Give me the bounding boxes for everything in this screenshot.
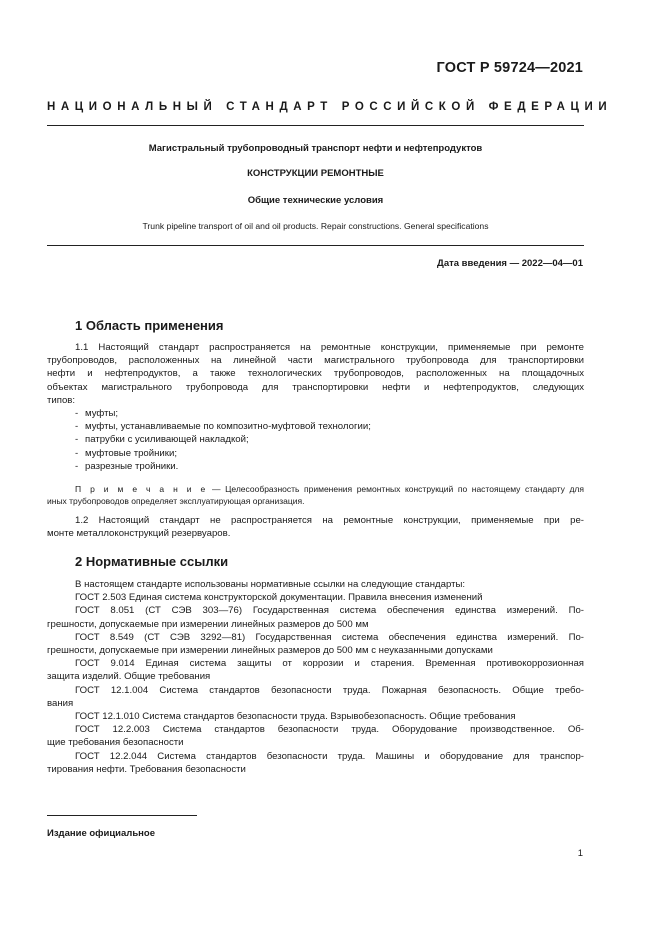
english-title: Trunk pipeline transport of oil and oil products. Repair constructions. General specifications xyxy=(142,221,489,231)
reference-line: ГОСТ 9.014 Единая система защиты от коррозии и старения. Временная противокоррозионная xyxy=(75,658,584,670)
paragraph-line: нефти и нефтепродуктов, а также технологических трубопроводов, расположенных на площадочных xyxy=(47,368,584,380)
list-item: - муфты; xyxy=(75,408,119,420)
national-standard-title: НАЦИОНАЛЬНЫЙ СТАНДАРТ РОССИЙСКОЙ ФЕДЕРАЦИИ xyxy=(47,101,613,113)
note-line: иных трубопроводов определяет эксплуатирующая организация. xyxy=(47,496,305,506)
reference-line: ГОСТ 12.2.003 Система стандартов безопасности труда. Оборудование производственное. Об- xyxy=(75,724,584,736)
paragraph-line: трубопроводов, расположенных на линейной части магистрального трубопровода для транспортировки xyxy=(47,355,584,367)
paragraph-line: монте металлоконструкций резервуаров. xyxy=(47,528,231,540)
reference-line: ГОСТ 2.503 Единая система конструкторской документации. Правила внесения изменений xyxy=(75,592,483,604)
introduction-date: Дата введения — 2022—04—01 xyxy=(437,258,583,269)
list-item: - патрубки с усиливающей накладкой; xyxy=(75,434,249,446)
paragraph-line: 1.1 Настоящий стандарт распространяется на ремонтные конструкции, применяемые при ремонте xyxy=(75,342,584,353)
reference-line: ГОСТ 12.2.044 Система стандартов безопасности труда. Машины и оборудование для транспор- xyxy=(75,750,584,762)
list-item: - муфтовые тройники; xyxy=(75,447,177,459)
sub-title: Общие технические условия xyxy=(247,195,384,206)
title-rule xyxy=(47,245,584,246)
gost-number: ГОСТ Р 59724—2021 xyxy=(436,60,583,76)
reference-line: ГОСТ 8.051 (СТ СЭВ 303—76) Государственная система обеспечения единства измерений. По- xyxy=(75,605,584,617)
note-text: — Целесообразность применения ремонтных конструкций по настоящему стандарту для xyxy=(212,484,584,494)
normative-references xyxy=(47,578,584,776)
reference-line: ГОСТ 12.1.004 Система стандартов безопасности труда. Пожарная безопасность. Общие требо- xyxy=(75,684,584,696)
reference-line: щие требования безопасности xyxy=(47,737,184,749)
reference-line: грешности, допускаемые при измерении линейных размеров до 500 мм с неуказанными допусками xyxy=(47,645,493,657)
reference-line: В настоящем стандарте использованы нормативные ссылки на следующие стандарты: xyxy=(75,579,466,590)
paragraph-line: объектах магистрального трубопровода для транспортировки нефти и нефтепродуктов, следующих xyxy=(47,381,584,393)
official-edition: Издание официальное xyxy=(47,828,155,839)
reference-line: тирования нефти. Требования безопасности xyxy=(47,763,246,775)
section-1-body xyxy=(47,341,584,473)
list-item: - муфты, устанавливаемые по композитно-муфтовой технологии; xyxy=(75,421,371,433)
reference-line: грешности, допускаемые при измерении линейных размеров до 500 мм xyxy=(47,618,369,630)
note-line xyxy=(47,483,584,495)
footer-rule xyxy=(47,815,197,816)
main-title: КОНСТРУКЦИИ РЕМОНТНЫЕ xyxy=(247,168,384,179)
reference-line: ГОСТ 8.549 (СТ СЭВ 3292—81) Государственная система обеспечения единства измерений. По- xyxy=(75,631,584,643)
section-2-title: 2 Нормативные ссылки xyxy=(75,554,229,569)
reference-line: ГОСТ 12.1.010 Система стандартов безопасности труда. Взрывобезопасность. Общие требования xyxy=(75,711,516,723)
list-item: - разрезные тройники. xyxy=(75,460,179,472)
section-1-title: 1 Область применения xyxy=(75,318,224,333)
page-number: 1 xyxy=(577,848,583,859)
header-rule xyxy=(47,125,584,126)
paragraph-1-2 xyxy=(47,514,584,540)
note-label: П р и м е ч а н и е xyxy=(75,484,208,494)
paragraph-line: типов: xyxy=(47,394,76,406)
note-block xyxy=(47,483,584,507)
reference-line: защита изделий. Общие требования xyxy=(47,671,211,683)
paragraph-line: 1.2 Настоящий стандарт не распространяется на ремонтные конструкции, применяемые при ре- xyxy=(75,515,584,526)
subject-line: Магистральный трубопроводный транспорт нефти и нефтепродуктов xyxy=(148,143,483,154)
reference-line: вания xyxy=(47,697,74,709)
